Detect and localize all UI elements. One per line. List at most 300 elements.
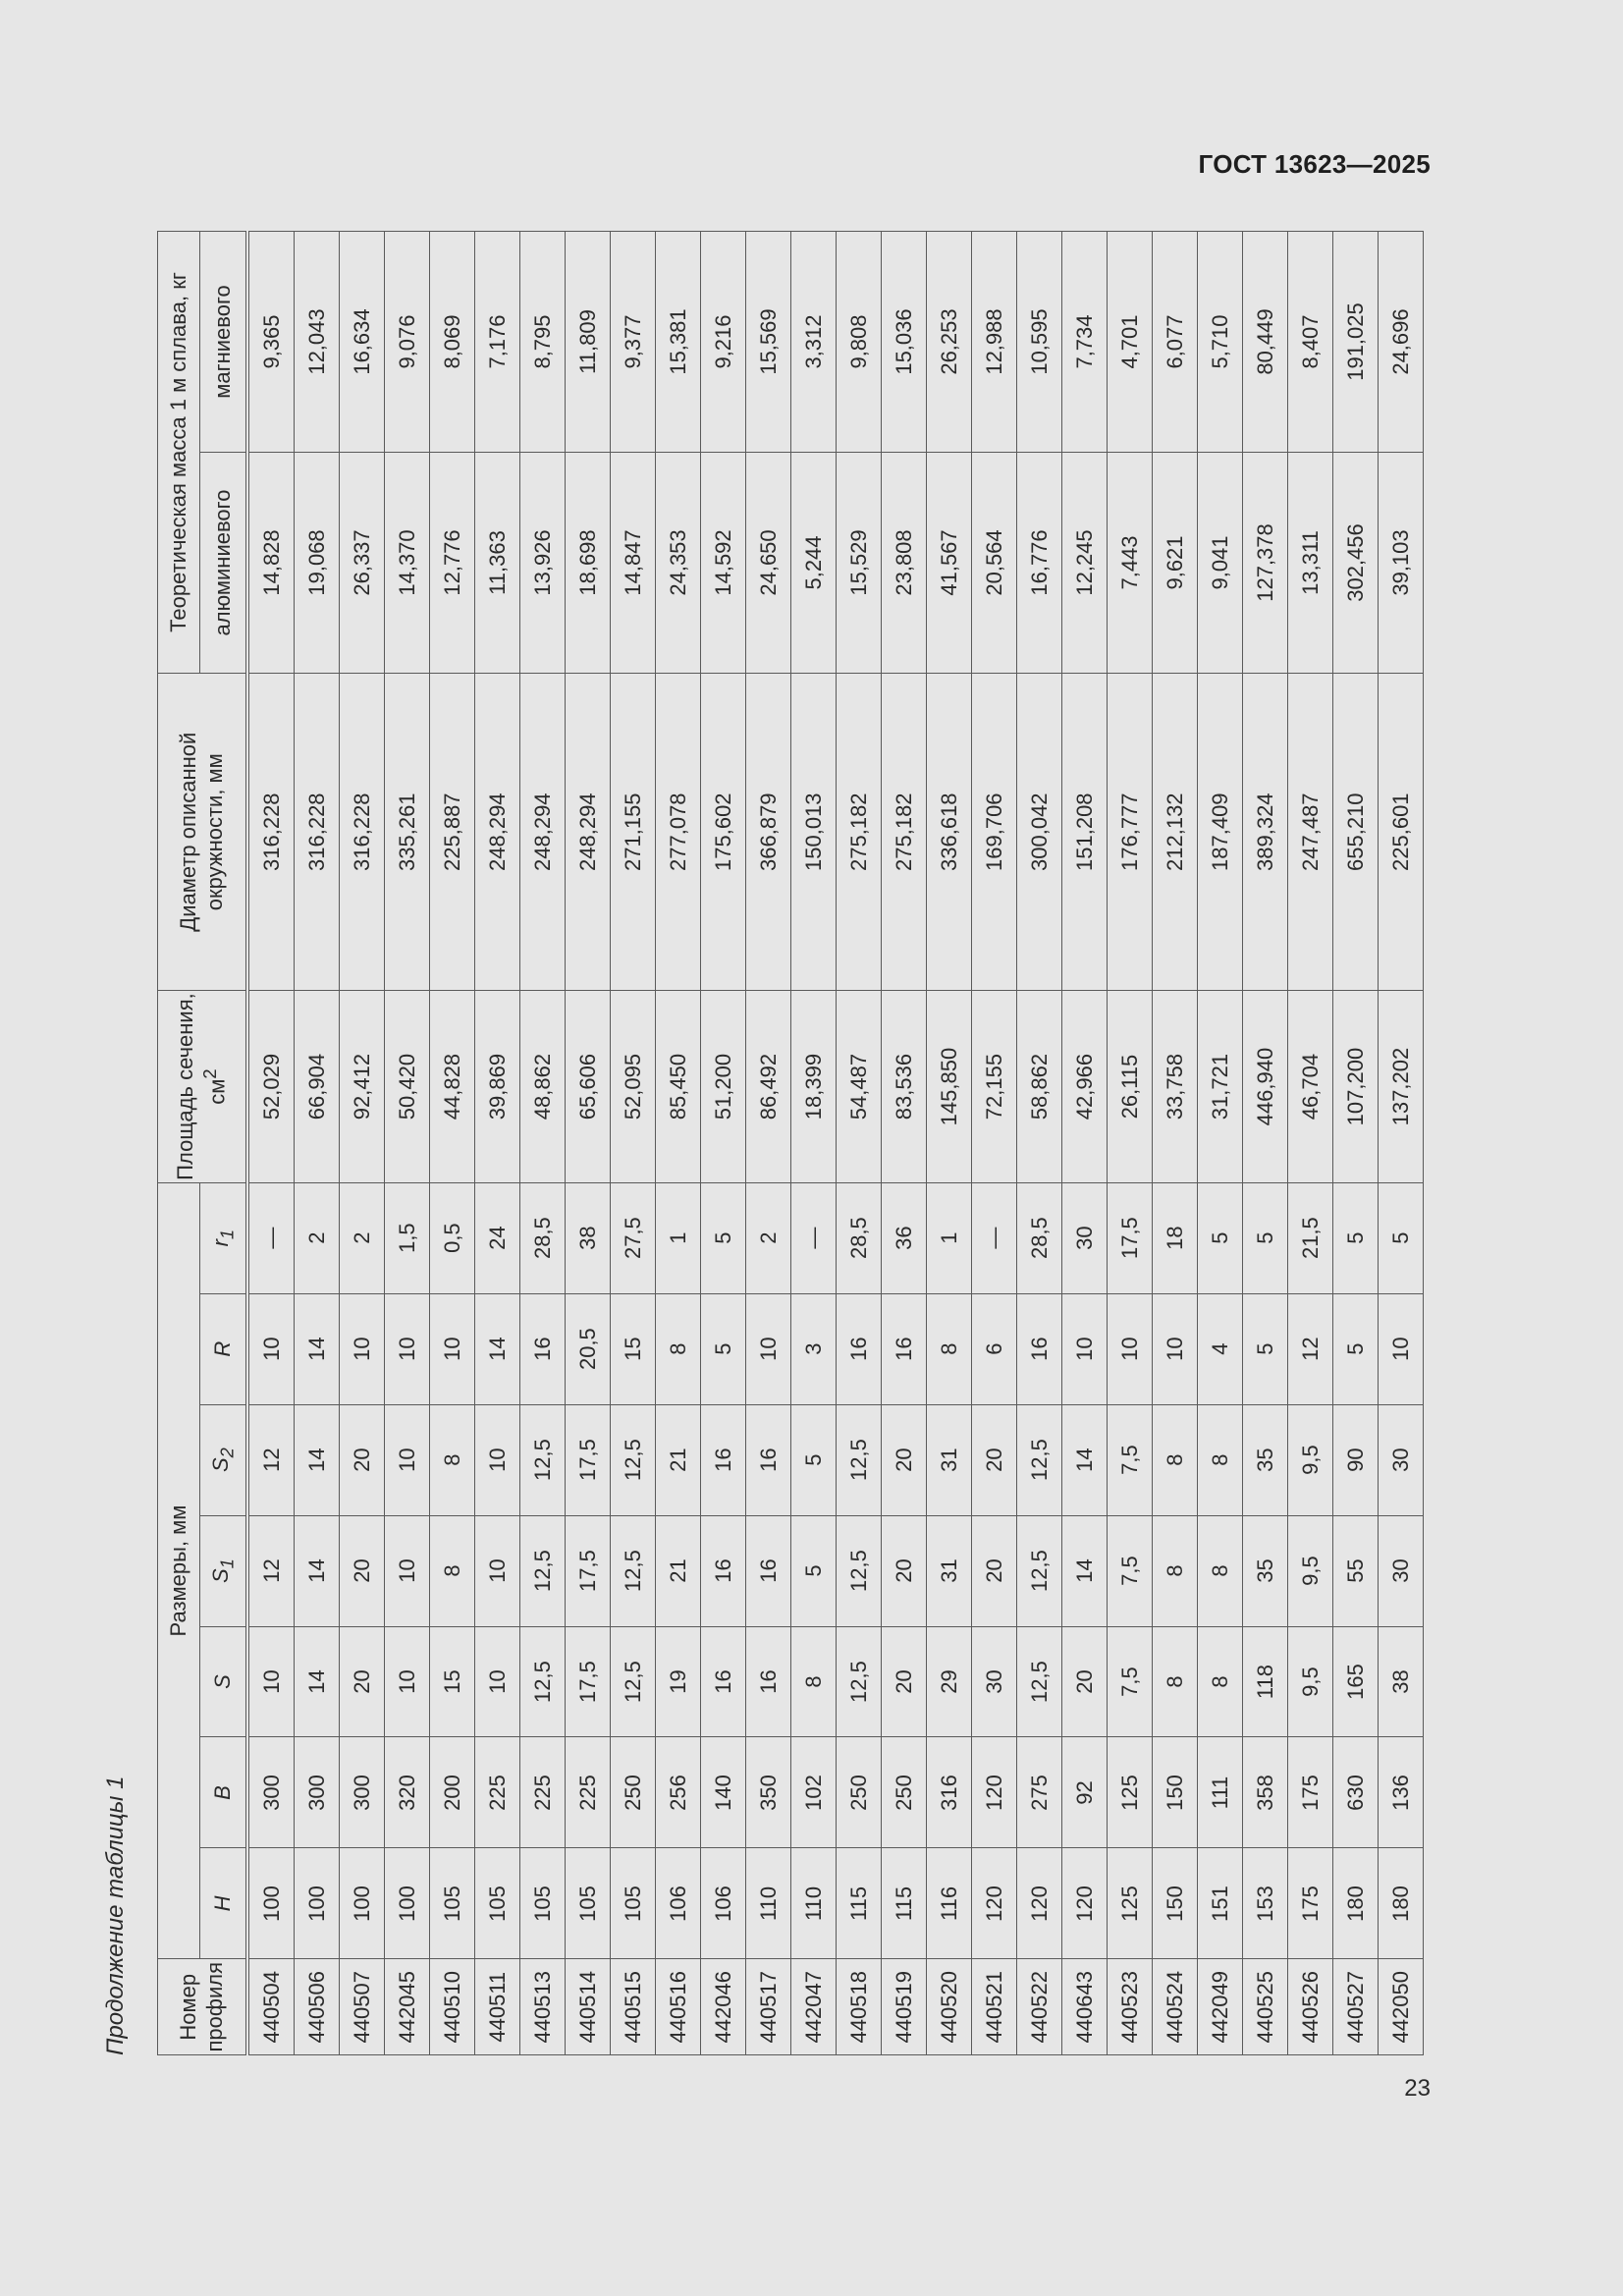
- table-cell: 18,399: [791, 991, 837, 1182]
- table-cell: 9,041: [1198, 453, 1243, 674]
- table-cell: 248,294: [520, 673, 566, 991]
- table-cell: 90: [1333, 1404, 1379, 1515]
- table-cell: 12: [1288, 1293, 1333, 1404]
- table-cell: 30: [1379, 1404, 1424, 1515]
- table-cell: 66,904: [295, 991, 340, 1182]
- table-cell: 52,095: [611, 991, 656, 1182]
- table-row: [882, 232, 927, 2055]
- table-cell: 12,5: [520, 1626, 566, 1737]
- table-cell: 440519: [882, 1959, 927, 2055]
- table-cell: 12,5: [611, 1404, 656, 1515]
- table-cell: 10: [475, 1515, 520, 1626]
- table-row: [656, 232, 701, 2055]
- table-cell: 17,5: [566, 1515, 611, 1626]
- table-cell: 250: [837, 1737, 882, 1848]
- table-cell: 9,377: [611, 232, 656, 453]
- table-cell: —: [247, 1182, 295, 1293]
- table-cell: 153: [1243, 1848, 1288, 1959]
- header-r: R: [200, 1293, 248, 1404]
- table-cell: 440516: [656, 1959, 701, 2055]
- rotated-table-container: [157, 231, 1420, 2055]
- table-cell: 440514: [566, 1959, 611, 2055]
- table-cell: 16: [837, 1293, 882, 1404]
- table-cell: 180: [1333, 1848, 1379, 1959]
- table-cell: 105: [520, 1848, 566, 1959]
- table-cell: 5,244: [791, 453, 837, 674]
- table-cell: 655,210: [1333, 673, 1379, 991]
- table-cell: 20: [340, 1404, 385, 1515]
- table-cell: 316,228: [247, 673, 295, 991]
- table-cell: 30: [972, 1626, 1017, 1737]
- table-cell: 3: [791, 1293, 837, 1404]
- table-cell: 38: [566, 1182, 611, 1293]
- table-cell: 16: [746, 1515, 791, 1626]
- table-cell: 225,601: [1379, 673, 1424, 991]
- table-cell: 5: [1243, 1293, 1288, 1404]
- profiles-table: [157, 231, 1424, 2055]
- header-profile: Номер профиля: [158, 1959, 248, 2055]
- table-cell: 3,312: [791, 232, 837, 453]
- table-cell: 10: [475, 1626, 520, 1737]
- table-cell: 111: [1198, 1737, 1243, 1848]
- table-cell: 16: [1017, 1293, 1062, 1404]
- header-s1: [200, 1515, 248, 1626]
- table-cell: 8: [1153, 1404, 1198, 1515]
- table-cell: 137,202: [1379, 991, 1424, 1182]
- table-row: [247, 232, 295, 2055]
- table-cell: 250: [882, 1737, 927, 1848]
- table-cell: 5: [791, 1515, 837, 1626]
- table-cell: 440643: [1062, 1959, 1108, 2055]
- table-cell: 8,795: [520, 232, 566, 453]
- table-cell: 10: [385, 1404, 430, 1515]
- table-cell: 442049: [1198, 1959, 1243, 2055]
- table-cell: 13,311: [1288, 453, 1333, 674]
- table-cell: 150,013: [791, 673, 837, 991]
- table-cell: 39,103: [1379, 453, 1424, 674]
- table-cell: 18: [1153, 1182, 1198, 1293]
- table-cell: 9,076: [385, 232, 430, 453]
- table-cell: 14,592: [701, 453, 746, 674]
- table-row: [1198, 232, 1243, 2055]
- table-cell: 31,721: [1198, 991, 1243, 1182]
- table-cell: 12,5: [837, 1626, 882, 1737]
- table-cell: 11,809: [566, 232, 611, 453]
- table-row: [1017, 232, 1062, 2055]
- table-cell: 24: [475, 1182, 520, 1293]
- table-row: [295, 232, 340, 2055]
- table-cell: 8: [430, 1515, 475, 1626]
- table-cell: 14,828: [247, 453, 295, 674]
- table-cell: 31: [927, 1515, 972, 1626]
- table-cell: 106: [656, 1848, 701, 1959]
- table-cell: 256: [656, 1737, 701, 1848]
- table-cell: 92,412: [340, 991, 385, 1182]
- table-cell: 8: [791, 1626, 837, 1737]
- table-cell: 165: [1333, 1626, 1379, 1737]
- table-cell: 440518: [837, 1959, 882, 2055]
- table-cell: 20: [972, 1515, 1017, 1626]
- table-cell: 440521: [972, 1959, 1017, 2055]
- table-cell: 41,567: [927, 453, 972, 674]
- table-cell: 12,776: [430, 453, 475, 674]
- table-cell: 151,208: [1062, 673, 1108, 991]
- table-cell: 16,634: [340, 232, 385, 453]
- table-cell: 105: [566, 1848, 611, 1959]
- table-cell: 247,487: [1288, 673, 1333, 991]
- table-row: [1288, 232, 1333, 2055]
- table-cell: 12: [247, 1404, 295, 1515]
- table-cell: 12,245: [1062, 453, 1108, 674]
- header-r1-text: r: [207, 1239, 233, 1247]
- table-cell: 442046: [701, 1959, 746, 2055]
- table-cell: 21: [656, 1404, 701, 1515]
- table-cell: 33,758: [1153, 991, 1198, 1182]
- table-cell: 440525: [1243, 1959, 1288, 2055]
- table-cell: 20: [882, 1404, 927, 1515]
- page-number: 23: [1404, 2075, 1431, 2102]
- table-row: [1062, 232, 1108, 2055]
- table-cell: 5: [791, 1404, 837, 1515]
- table-cell: 15: [611, 1293, 656, 1404]
- table-cell: 300: [340, 1737, 385, 1848]
- table-row: [1333, 232, 1379, 2055]
- table-cell: 2: [746, 1182, 791, 1293]
- table-cell: 48,862: [520, 991, 566, 1182]
- table-cell: 275: [1017, 1737, 1062, 1848]
- table-cell: 5: [1379, 1182, 1424, 1293]
- table-cell: 24,696: [1379, 232, 1424, 453]
- table-cell: 336,618: [927, 673, 972, 991]
- table-cell: 7,5: [1108, 1626, 1153, 1737]
- table-cell: 150: [1153, 1737, 1198, 1848]
- table-cell: 630: [1333, 1737, 1379, 1848]
- table-cell: 176,777: [1108, 673, 1153, 991]
- table-cell: 15: [430, 1626, 475, 1737]
- table-cell: 27,5: [611, 1182, 656, 1293]
- table-cell: 5: [701, 1182, 746, 1293]
- table-cell: 10: [1108, 1293, 1153, 1404]
- table-cell: 442045: [385, 1959, 430, 2055]
- table-cell: 19: [656, 1626, 701, 1737]
- header-aluminum: алюминиевого: [200, 453, 248, 674]
- table-cell: 72,155: [972, 991, 1017, 1182]
- table-body: [247, 232, 1424, 2055]
- table-cell: 10: [340, 1293, 385, 1404]
- table-cell: 440506: [295, 1959, 340, 2055]
- table-cell: 14: [295, 1404, 340, 1515]
- table-cell: 440526: [1288, 1959, 1333, 2055]
- table-cell: 8: [1198, 1626, 1243, 1737]
- table-cell: 125: [1108, 1848, 1153, 1959]
- table-cell: 10: [385, 1293, 430, 1404]
- table-cell: 16,776: [1017, 453, 1062, 674]
- table-cell: 10: [1062, 1293, 1108, 1404]
- table-cell: 55: [1333, 1515, 1379, 1626]
- table-cell: 15,036: [882, 232, 927, 453]
- table-cell: 7,5: [1108, 1404, 1153, 1515]
- table-cell: 16: [701, 1515, 746, 1626]
- table-cell: 366,879: [746, 673, 791, 991]
- table-cell: 7,443: [1108, 453, 1153, 674]
- table-cell: 12,5: [611, 1626, 656, 1737]
- header-magnesium: магниевого: [200, 232, 248, 453]
- table-cell: 7,734: [1062, 232, 1108, 453]
- table-cell: 6: [972, 1293, 1017, 1404]
- table-cell: 20: [882, 1626, 927, 1737]
- table-cell: 1: [927, 1182, 972, 1293]
- table-cell: 5: [1243, 1182, 1288, 1293]
- table-cell: 38: [1379, 1626, 1424, 1737]
- table-cell: 105: [611, 1848, 656, 1959]
- table-cell: 28,5: [520, 1182, 566, 1293]
- table-cell: 446,940: [1243, 991, 1288, 1182]
- table-cell: 8: [1153, 1626, 1198, 1737]
- table-cell: 115: [837, 1848, 882, 1959]
- table-cell: 14: [295, 1626, 340, 1737]
- table-cell: 20,564: [972, 453, 1017, 674]
- table-cell: 440527: [1333, 1959, 1379, 2055]
- table-cell: 30: [1379, 1515, 1424, 1626]
- table-cell: 8: [430, 1404, 475, 1515]
- table-cell: 12,5: [520, 1515, 566, 1626]
- table-cell: 10: [247, 1293, 295, 1404]
- table-cell: 86,492: [746, 991, 791, 1182]
- table-cell: 65,606: [566, 991, 611, 1182]
- table-cell: 102: [791, 1737, 837, 1848]
- table-cell: 15,529: [837, 453, 882, 674]
- table-cell: 200: [430, 1737, 475, 1848]
- table-cell: 105: [475, 1848, 520, 1959]
- table-cell: 21: [656, 1515, 701, 1626]
- table-cell: 52,029: [247, 991, 295, 1182]
- table-cell: 15,569: [746, 232, 791, 453]
- table-cell: 335,261: [385, 673, 430, 991]
- table-cell: 17,5: [1108, 1182, 1153, 1293]
- table-cell: 14,370: [385, 453, 430, 674]
- table-cell: 316,228: [295, 673, 340, 991]
- table-row: [927, 232, 972, 2055]
- table-cell: 20: [972, 1404, 1017, 1515]
- table-cell: 175,602: [701, 673, 746, 991]
- table-cell: 50,420: [385, 991, 430, 1182]
- table-row: [475, 232, 520, 2055]
- table-cell: 300: [247, 1737, 295, 1848]
- table-cell: 127,378: [1243, 453, 1288, 674]
- table-cell: 248,294: [475, 673, 520, 991]
- table-cell: 8,407: [1288, 232, 1333, 453]
- table-cell: 175: [1288, 1848, 1333, 1959]
- table-cell: 10: [1153, 1293, 1198, 1404]
- table-cell: 300,042: [1017, 673, 1062, 991]
- table-cell: 12,5: [1017, 1404, 1062, 1515]
- table-cell: 12,5: [837, 1404, 882, 1515]
- table-row: [1153, 232, 1198, 2055]
- table-cell: 440511: [475, 1959, 520, 2055]
- table-cell: 316,228: [340, 673, 385, 991]
- table-cell: 440517: [746, 1959, 791, 2055]
- table-cell: 12,5: [520, 1404, 566, 1515]
- table-cell: —: [791, 1182, 837, 1293]
- table-cell: 225: [475, 1737, 520, 1848]
- table-cell: 12,988: [972, 232, 1017, 453]
- table-cell: 169,706: [972, 673, 1017, 991]
- table-row: [566, 232, 611, 2055]
- table-cell: 250: [611, 1737, 656, 1848]
- header-area-sup: 2: [198, 1068, 220, 1079]
- table-cell: 116: [927, 1848, 972, 1959]
- table-cell: 1,5: [385, 1182, 430, 1293]
- table-cell: 44,828: [430, 991, 475, 1182]
- table-cell: 4: [1198, 1293, 1243, 1404]
- table-cell: 92: [1062, 1737, 1108, 1848]
- table-cell: 51,200: [701, 991, 746, 1182]
- table-cell: 20: [340, 1626, 385, 1737]
- table-cell: 54,487: [837, 991, 882, 1182]
- table-cell: 100: [247, 1848, 295, 1959]
- table-cell: 14: [475, 1293, 520, 1404]
- table-cell: 100: [295, 1848, 340, 1959]
- table-cell: 10: [746, 1293, 791, 1404]
- table-cell: 9,808: [837, 232, 882, 453]
- table-cell: 39,869: [475, 991, 520, 1182]
- table-cell: 8: [1198, 1515, 1243, 1626]
- table-cell: 9,365: [247, 232, 295, 453]
- table-cell: —: [972, 1182, 1017, 1293]
- table-caption: Продолжение таблицы 1: [102, 1776, 129, 2055]
- table-cell: 115: [882, 1848, 927, 1959]
- header-s1-text: S: [207, 1568, 233, 1583]
- table-cell: 14: [1062, 1515, 1108, 1626]
- table-cell: 35: [1243, 1404, 1288, 1515]
- table-cell: 440507: [340, 1959, 385, 2055]
- table-cell: 17,5: [566, 1626, 611, 1737]
- table-cell: 277,078: [656, 673, 701, 991]
- table-cell: 36: [882, 1182, 927, 1293]
- table-row: [972, 232, 1017, 2055]
- table-cell: 440520: [927, 1959, 972, 2055]
- table-cell: 125: [1108, 1737, 1153, 1848]
- table-cell: 10: [1379, 1293, 1424, 1404]
- table-cell: 5: [701, 1293, 746, 1404]
- table-cell: 8: [656, 1293, 701, 1404]
- table-cell: 2: [340, 1182, 385, 1293]
- table-cell: 29: [927, 1626, 972, 1737]
- table-row: [791, 232, 837, 2055]
- table-cell: 106: [701, 1848, 746, 1959]
- table-cell: 26,115: [1108, 991, 1153, 1182]
- table-cell: 31: [927, 1404, 972, 1515]
- table-cell: 16: [746, 1626, 791, 1737]
- table-row: [340, 232, 385, 2055]
- table-cell: 225: [520, 1737, 566, 1848]
- table-cell: 9,621: [1153, 453, 1198, 674]
- table-cell: 10: [385, 1515, 430, 1626]
- table-cell: 28,5: [837, 1182, 882, 1293]
- table-cell: 100: [385, 1848, 430, 1959]
- table-cell: 136: [1379, 1737, 1424, 1848]
- table-cell: 12,5: [1017, 1515, 1062, 1626]
- table-cell: 15,381: [656, 232, 701, 453]
- table-cell: 175: [1288, 1737, 1333, 1848]
- table-cell: 271,155: [611, 673, 656, 991]
- header-s2-sub: 2: [216, 1448, 238, 1458]
- table-cell: 9,5: [1288, 1515, 1333, 1626]
- table-cell: 14: [295, 1515, 340, 1626]
- table-cell: 19,068: [295, 453, 340, 674]
- table-cell: 8,069: [430, 232, 475, 453]
- table-cell: 300: [295, 1737, 340, 1848]
- table-row: [837, 232, 882, 2055]
- table-cell: 10,595: [1017, 232, 1062, 453]
- table-cell: 151: [1198, 1848, 1243, 1959]
- table-row: [1243, 232, 1288, 2055]
- table-cell: 10: [385, 1626, 430, 1737]
- table-cell: 0,5: [430, 1182, 475, 1293]
- header-diameter: Диаметр описанной окружности, мм: [158, 673, 248, 991]
- table-cell: 440510: [430, 1959, 475, 2055]
- table-row: [746, 232, 791, 2055]
- table-cell: 46,704: [1288, 991, 1333, 1182]
- table-cell: 21,5: [1288, 1182, 1333, 1293]
- table-cell: 12,043: [295, 232, 340, 453]
- table-cell: 275,182: [837, 673, 882, 991]
- table-row: [430, 232, 475, 2055]
- table-cell: 191,025: [1333, 232, 1379, 453]
- table-cell: 320: [385, 1737, 430, 1848]
- table-cell: 26,337: [340, 453, 385, 674]
- table-row: [1379, 232, 1424, 2055]
- table-cell: 389,324: [1243, 673, 1288, 991]
- table-cell: 12,5: [611, 1515, 656, 1626]
- header-s2-text: S: [207, 1457, 233, 1473]
- table-cell: 120: [1062, 1848, 1108, 1959]
- table-cell: 20: [340, 1515, 385, 1626]
- table-cell: 440504: [247, 1959, 295, 2055]
- table-cell: 18,698: [566, 453, 611, 674]
- table-cell: 9,5: [1288, 1404, 1333, 1515]
- table-cell: 24,353: [656, 453, 701, 674]
- table-cell: 24,650: [746, 453, 791, 674]
- table-cell: 187,409: [1198, 673, 1243, 991]
- header-b: B: [200, 1737, 248, 1848]
- table-cell: 225,887: [430, 673, 475, 991]
- table-cell: 275,182: [882, 673, 927, 991]
- table-cell: 12,5: [837, 1515, 882, 1626]
- table-cell: 248,294: [566, 673, 611, 991]
- table-cell: 5: [1198, 1182, 1243, 1293]
- table-cell: 5,710: [1198, 232, 1243, 453]
- table-cell: 107,200: [1333, 991, 1379, 1182]
- header-s2: [200, 1404, 248, 1515]
- table-cell: 110: [746, 1848, 791, 1959]
- table-cell: 7,176: [475, 232, 520, 453]
- table-cell: 85,450: [656, 991, 701, 1182]
- table-cell: 2: [295, 1182, 340, 1293]
- table-row: [520, 232, 566, 2055]
- table-cell: 16: [520, 1293, 566, 1404]
- table-cell: 16: [701, 1404, 746, 1515]
- table-header: [158, 232, 248, 2055]
- table-cell: 28,5: [1017, 1182, 1062, 1293]
- table-cell: 16: [882, 1293, 927, 1404]
- table-cell: 20: [1062, 1626, 1108, 1737]
- table-cell: 105: [430, 1848, 475, 1959]
- table-row: [611, 232, 656, 2055]
- table-cell: 145,850: [927, 991, 972, 1182]
- table-cell: 20,5: [566, 1293, 611, 1404]
- table-cell: 4,701: [1108, 232, 1153, 453]
